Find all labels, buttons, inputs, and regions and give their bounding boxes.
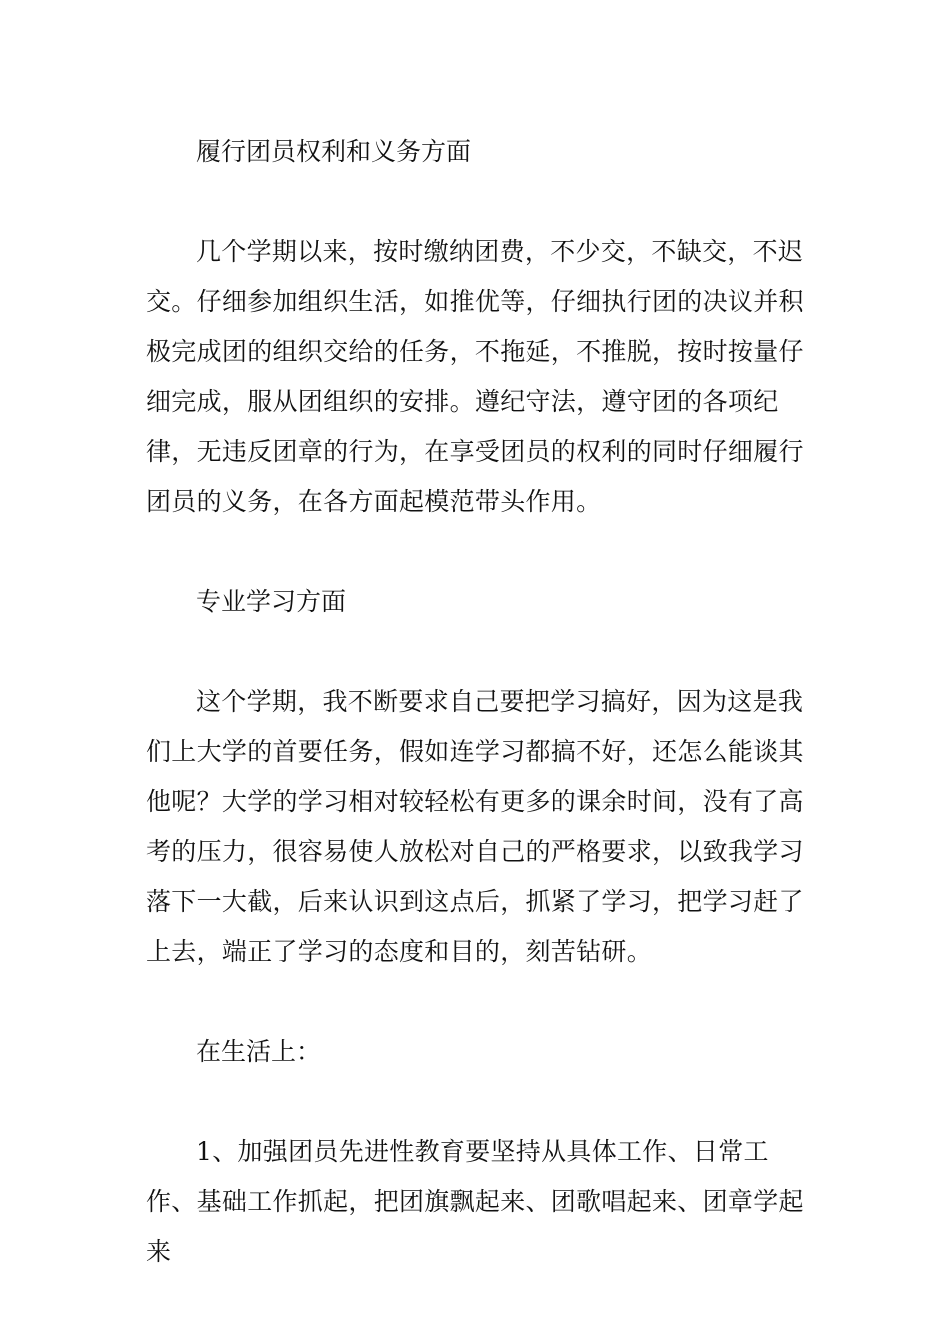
section-heading-rights-duties: 履行团员权利和义务方面 xyxy=(196,137,472,166)
paragraph-gap xyxy=(146,527,811,577)
section-heading-life: 在生活上： xyxy=(196,1037,322,1066)
section-heading-study: 专业学习方面 xyxy=(196,587,347,616)
paragraph-gap xyxy=(146,977,811,1027)
section-body-study: 这个学期，我不断要求自己要把学习搞好，因为这是我们上大学的首要任务，假如连学习都搞不好，还怎么能谈其他呢？大学的学习相对较轻松有更多的课余时间，没有了高考的压力，很容易使人放松对自己的严格要求，以致我学习落下一大截，后来认识到这点后，抓紧了学习，把学习赶了上去，端正了学习的态度和目的，刻苦钻研。 xyxy=(146,687,804,966)
document-content xyxy=(146,127,811,1277)
paragraph-gap xyxy=(146,1077,811,1127)
section-body-life: 1、加强团员先进性教育要坚持从具体工作、日常工作、基础工作抓起，把团旗飘起来、团歌唱起来、团章学起来 xyxy=(146,1137,804,1266)
paragraph-gap xyxy=(146,627,811,677)
paragraph-gap xyxy=(146,177,811,227)
section-body-rights-duties: 几个学期以来，按时缴纳团费，不少交，不缺交，不迟交。仔细参加组织生活，如推优等，仔细执行团的决议并积极完成团的组织交给的任务，不拖延，不推脱，按时按量仔细完成，服从团组织的安排。遵纪守法，遵守团的各项纪律，无违反团章的行为，在享受团员的权利的同时仔细履行团员的义务，在各方面起模范带头作用。 xyxy=(146,237,804,516)
